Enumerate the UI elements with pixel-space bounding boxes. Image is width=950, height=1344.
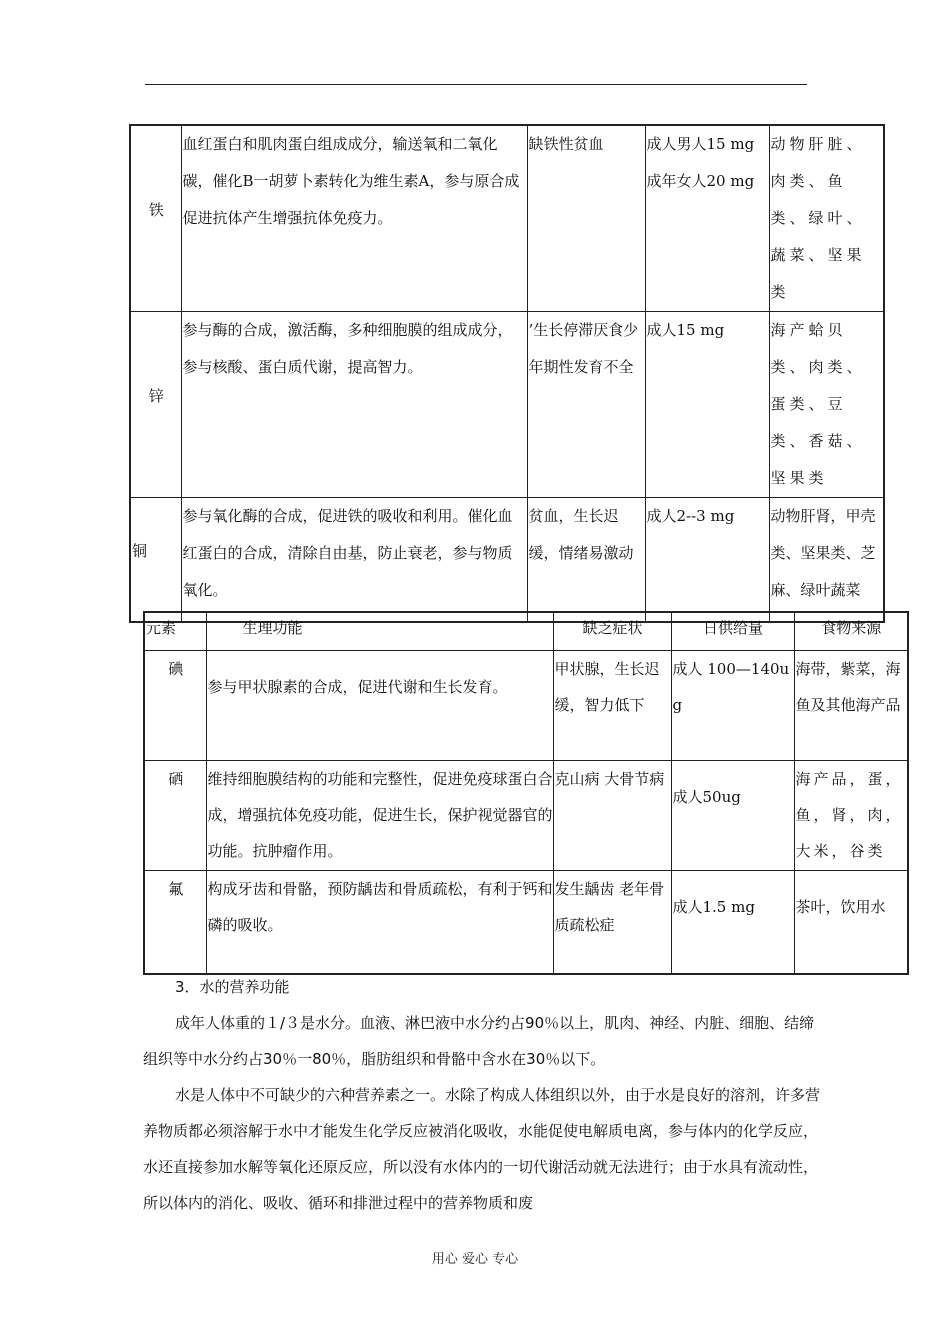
- page-footer: 用心 爱心 专心: [431, 1252, 519, 1267]
- dose-cell: 成人15 mg: [645, 312, 769, 498]
- header-food: 食物来源: [794, 612, 908, 650]
- food-cell: 动物肝脏、肉类、鱼类、绿叶、蔬菜、坚果类: [769, 125, 884, 312]
- symptoms-cell: 发生龋齿 老年骨质疏松症: [553, 870, 671, 974]
- dose-cell: 成人2--3 mg: [645, 498, 769, 622]
- element-cell: 氟: [144, 870, 206, 974]
- header-rule: [145, 84, 807, 85]
- table-row: [130, 498, 884, 622]
- element-cell: 碘: [144, 650, 206, 760]
- function-cell: 血红蛋白和肌肉蛋白组成成分，输送氧和二氧化碳，催化B一胡萝卜素转化为维生素A，参与原合成促进抗体产生增强抗体免疫力。: [181, 125, 527, 312]
- symptoms-cell: 缺铁性贫血: [527, 125, 645, 312]
- header-function: 生理功能: [206, 612, 553, 650]
- symptoms-cell: 甲状腺，生长迟缓，智力低下: [553, 650, 671, 760]
- element-cell: 锌: [130, 312, 181, 498]
- food-cell: 茶叶，饮用水: [794, 870, 908, 974]
- element-cell: 铁: [130, 125, 181, 312]
- mineral-table-1: [129, 124, 885, 623]
- function-cell: 参与甲状腺素的合成，促进代谢和生长发育。: [206, 650, 553, 760]
- section-heading: 3．水的营养功能: [175, 978, 290, 996]
- element-cell: 铜: [130, 498, 181, 622]
- function-cell: 参与氧化酶的合成，促进铁的吸收和利用。催化血红蛋白的合成，清除自由基，防止衰老，参与物质氧化。: [181, 498, 527, 622]
- food-cell: 海产品，蛋，鱼，肾，肉，大米，谷类: [794, 760, 908, 870]
- body-paragraph: 水是人体中不可缺少的六种营养素之一。水除了构成人体组织以外，由于水是良好的溶剂，许多营养物质都必须溶解于水中才能发生化学反应被消化吸收，水能促使电解质电离，参与体内的化学反应，水还直接参加水解等氧化还原反应，所以没有水体内的一切代谢活动就无法进行；由于水具有流动性，所以体内的消化、吸收、循环和排泄过程中的营养物质和废: [143, 1086, 821, 1212]
- function-cell: 构成牙齿和骨骼，预防龋齿和骨质疏松，有利于钙和磷的吸收。: [206, 870, 553, 974]
- dose-cell: 成人50ug: [671, 760, 794, 870]
- body-paragraph: 成年人体重的１/３是水分。血液、淋巴液中水分约占90％以上，肌肉、神经、内脏、细胞、结缔组织等中水分约占30％一80％，脂肪组织和骨骼中含水在30％以下。: [143, 1014, 815, 1068]
- table-row: [144, 650, 908, 760]
- table-header-row: [144, 612, 908, 650]
- table-row: [130, 312, 884, 498]
- symptoms-cell: ’生长停滞厌食少年期性发育不全: [527, 312, 645, 498]
- dose-cell: 成人男人15 mg 成年女人20 mg: [645, 125, 769, 312]
- dose-cell: 成人1.5 mg: [671, 870, 794, 974]
- mineral-table-2: [143, 611, 909, 975]
- function-cell: 维持细胞膜结构的功能和完整性，促进免疫球蛋白合成，增强抗体免疫功能，促进生长，保护视觉器官的功能。抗肿瘤作用。: [206, 760, 553, 870]
- symptoms-cell: 克山病 大骨节病: [553, 760, 671, 870]
- function-cell: 参与酶的合成，激活酶，多种细胞膜的组成成分，参与核酸、蛋白质代谢，提高智力。: [181, 312, 527, 498]
- header-dose: 日供给量: [671, 612, 794, 650]
- dose-cell: 成人 100—140ug: [671, 650, 794, 760]
- table-row: [130, 125, 884, 312]
- symptoms-cell: 贫血，生长迟缓，情绪易激动: [527, 498, 645, 622]
- food-cell: 动物肝肾，甲壳类、坚果类、芝麻、绿叶蔬菜: [769, 498, 884, 622]
- header-symptoms: 缺乏症状: [553, 612, 671, 650]
- food-cell: 海带，紫菜，海鱼及其他海产品: [794, 650, 908, 760]
- table-row: [144, 760, 908, 870]
- food-cell: 海产蛤贝类、肉类、蛋类、豆类、香菇、坚果类: [769, 312, 884, 498]
- header-element: 元素: [144, 612, 206, 650]
- element-cell: 硒: [144, 760, 206, 870]
- table-row: [144, 870, 908, 974]
